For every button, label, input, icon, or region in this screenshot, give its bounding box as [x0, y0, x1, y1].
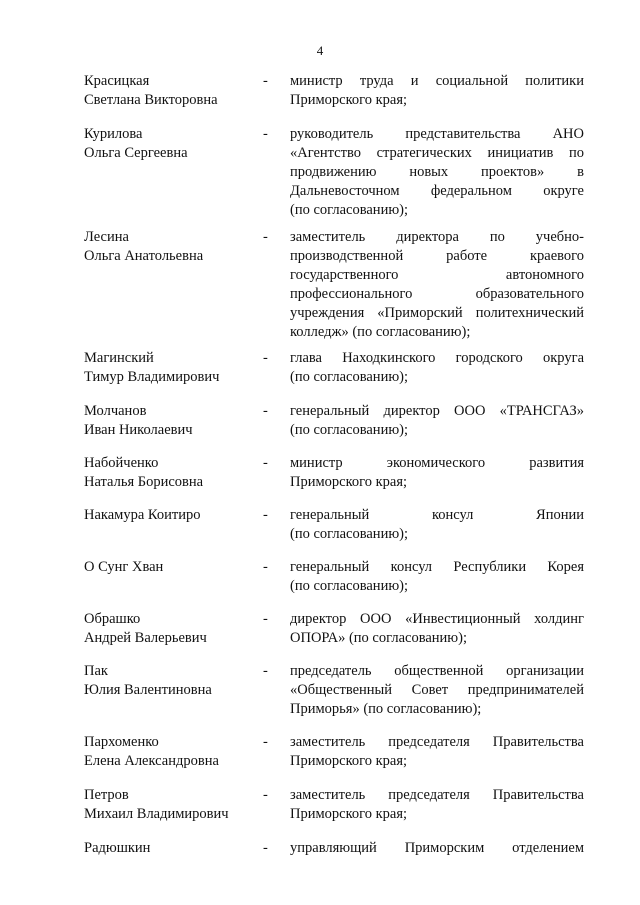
member-position-line: руководитель представительства АНО	[290, 126, 584, 142]
separator-dash: -	[263, 455, 268, 471]
separator-dash: -	[263, 734, 268, 750]
member-position-line: заместитель председателя Правительства	[290, 734, 584, 750]
member-name-line: Андрей Валерьевич	[84, 630, 207, 646]
member-position	[290, 733, 584, 771]
member-name	[84, 733, 259, 771]
member-name-line: Ольга Сергеевна	[84, 145, 188, 161]
member-position	[290, 610, 584, 648]
member-name-line: Михаил Владимирович	[84, 806, 229, 822]
member-position	[290, 402, 584, 440]
member-name-line: Радюшкин	[84, 840, 151, 856]
member-position-line: (по согласованию);	[290, 369, 409, 385]
member-name	[84, 558, 259, 577]
page-number: 4	[316, 43, 324, 58]
member-name-line: Светлана Викторовна	[84, 92, 218, 108]
member-position-line: (по согласованию);	[290, 202, 409, 218]
member-position-line: заместитель председателя Правительства	[290, 787, 584, 803]
member-position-line: Приморского края;	[290, 753, 408, 769]
member-position-line: Приморья» (по согласованию);	[290, 701, 482, 717]
member-position-line: управляющий Приморским отделением	[290, 840, 584, 856]
member-position	[290, 662, 584, 719]
member-name	[84, 506, 259, 525]
member-name-line: Елена Александровна	[84, 753, 219, 769]
member-position	[290, 506, 584, 544]
member-position-line: глава Находкинского городского округа	[290, 350, 584, 366]
member-name-line: Молчанов	[84, 403, 147, 419]
member-name-line: Курилова	[84, 126, 143, 142]
separator-dash: -	[263, 229, 268, 245]
member-position-line: министр экономического развития	[290, 455, 584, 471]
member-position	[290, 349, 584, 387]
member-name	[84, 125, 259, 163]
member-position-line: учреждения «Приморский политехнический	[290, 305, 584, 321]
member-name-line: О Сунг Хван	[84, 559, 164, 575]
member-name	[84, 72, 259, 110]
separator-dash: -	[263, 663, 268, 679]
member-name-line: Набойченко	[84, 455, 159, 471]
member-position-line: директор ООО «Инвестиционный холдинг	[290, 611, 584, 627]
member-position-line: (по согласованию);	[290, 422, 409, 438]
member-name-line: Красицкая	[84, 73, 150, 89]
member-name	[84, 610, 259, 648]
member-position-line: государственного автономного	[290, 267, 584, 283]
member-position	[290, 786, 584, 824]
member-position	[290, 839, 584, 858]
member-name-line: Ольга Анатольевна	[84, 248, 204, 264]
member-name	[84, 349, 259, 387]
separator-dash: -	[263, 559, 268, 575]
member-position	[290, 228, 584, 342]
separator-dash: -	[263, 840, 268, 856]
member-name	[84, 662, 259, 700]
member-name-line: Магинский	[84, 350, 154, 366]
member-name-line: Пархоменко	[84, 734, 159, 750]
member-position-line: генеральный директор ООО «ТРАНСГАЗ»	[290, 403, 584, 419]
member-position-line: производственной работе краевого	[290, 248, 584, 264]
separator-dash: -	[263, 126, 268, 142]
member-position-line: (по согласованию);	[290, 578, 409, 594]
member-name	[84, 839, 259, 858]
member-position-line: председатель общественной организации	[290, 663, 584, 679]
member-position-line: (по согласованию);	[290, 526, 409, 542]
member-name-line: Пак	[84, 663, 108, 679]
member-name-line: Юлия Валентиновна	[84, 682, 212, 698]
member-name	[84, 454, 259, 492]
member-name-line: Наталья Борисовна	[84, 474, 204, 490]
member-position-line: генеральный консул Республики Корея	[290, 559, 584, 575]
member-position-line: «Агентство стратегических инициатив по	[290, 145, 584, 161]
member-name-line: Накамура Коитиро	[84, 507, 201, 523]
member-position	[290, 125, 584, 220]
member-name-line: Тимур Владимирович	[84, 369, 220, 385]
member-position-line: ОПОРА» (по согласованию);	[290, 630, 467, 646]
member-position-line: колледж» (по согласованию);	[290, 324, 471, 340]
member-name-line: Лесина	[84, 229, 129, 245]
member-position-line: Приморского края;	[290, 806, 408, 822]
member-position	[290, 558, 584, 596]
member-name-line: Иван Николаевич	[84, 422, 193, 438]
separator-dash: -	[263, 507, 268, 523]
separator-dash: -	[263, 73, 268, 89]
member-position	[290, 72, 584, 110]
member-name	[84, 402, 259, 440]
member-name	[84, 786, 259, 824]
separator-dash: -	[263, 611, 268, 627]
member-position-line: продвижению новых проектов» в	[290, 164, 584, 180]
member-name	[84, 228, 259, 266]
member-position-line: Дальневосточном федеральном округе	[290, 183, 584, 199]
separator-dash: -	[263, 350, 268, 366]
member-position-line: заместитель директора по учебно-	[290, 229, 584, 245]
member-position-line: министр труда и социальной политики	[290, 73, 584, 89]
member-name-line: Обрашко	[84, 611, 141, 627]
member-name-line: Петров	[84, 787, 129, 803]
member-position-line: профессионального образовательного	[290, 286, 584, 302]
member-position-line: Приморского края;	[290, 92, 408, 108]
separator-dash: -	[263, 787, 268, 803]
member-position-line: «Общественный Совет предпринимателей	[290, 682, 584, 698]
member-position	[290, 454, 584, 492]
separator-dash: -	[263, 403, 268, 419]
member-position-line: Приморского края;	[290, 474, 408, 490]
member-position-line: генеральный консул Японии	[290, 507, 584, 523]
